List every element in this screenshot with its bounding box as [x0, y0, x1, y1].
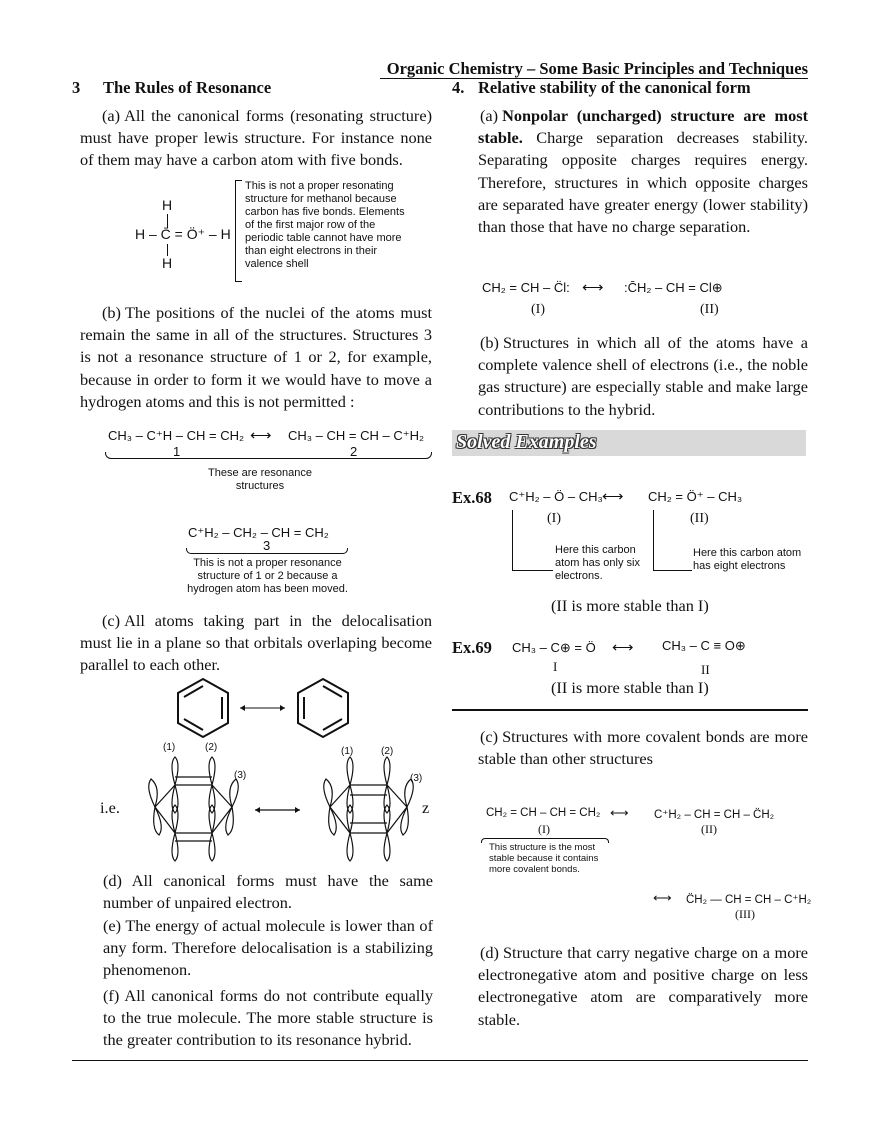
orbital-label: (3)	[234, 770, 247, 781]
ex68-result: (II is more stable than I)	[551, 596, 709, 615]
vinyl-chloride-structure-1: CH₂ = CH – C̈l:	[482, 280, 570, 295]
vinyl-chloride-structure-2: :C̄H₂ – CH = Cl⊕	[624, 280, 723, 295]
paragraph-f: (f) All canonical forms do not contribute equally to the true molecule. The more stable structure is the greater contribution to its resonance hybrid.	[103, 986, 433, 1050]
paragraph-e: (e) The energy of actual molecule is lower than of any form. Therefore delocalisation is a stabilizing phenomenon.	[103, 916, 433, 980]
ex69-structure-2: CH₃ – C ≡ O⊕	[662, 638, 746, 653]
label-I: (I)	[531, 302, 545, 317]
ex69-structure-1: CH₃ – C⊕ = Ö	[512, 640, 596, 655]
section-number: 3	[72, 78, 81, 97]
label-II: II	[701, 662, 710, 677]
ex68-note-2: Here this carbon atom has eight electrons	[693, 547, 802, 572]
paragraph-c-right: (c) Structures with more covalent bonds are more stable than other structures	[478, 727, 808, 769]
example-69-label: Ex.69	[452, 638, 492, 657]
butadiene-structure-3: C̈H₂ — CH = CH – C⁺H₂	[686, 894, 812, 906]
section-title: The Rules of Resonance	[103, 78, 272, 97]
resonance-arrow: ⟷	[582, 279, 604, 296]
ex69-result: (II is more stable than I)	[551, 678, 709, 697]
paragraph-a: (a) All the canonical forms (resonating structure) must have proper lewis structure. For instance none of them may have a carbon atom with five bonds.	[80, 106, 432, 170]
paragraph-d-right: (d) Structure that carry negative charge on a more electronegative atom and positive charge on less electronegative atom are comparatively more stable.	[478, 943, 808, 1029]
brace	[186, 548, 348, 554]
resonance-note: These are resonance structures	[208, 467, 312, 492]
label-2: 2	[350, 444, 358, 459]
pointer-line	[653, 510, 692, 571]
section-title: Relative stability of the canonical form	[478, 78, 751, 97]
paragraph-b: (b) The positions of the nuclei of the atoms must remain the same in all of the structures. Structures 3 is not a resonance structure of 1 or 2, for example, because in order to form it we would have to move a hydrogen atoms and this is not permitted :	[80, 303, 432, 411]
label-III: (III)	[735, 907, 755, 921]
atom-h: H	[162, 197, 173, 213]
label-II: (II)	[700, 302, 719, 317]
resonance-arrow: ⟷	[250, 427, 272, 444]
ex68-structure-2: CH₂ = Ö⁺ – CH₃	[648, 489, 743, 504]
label-3: 3	[263, 538, 271, 553]
orbital-label: (3)	[410, 773, 423, 784]
section-number: 4.	[452, 78, 465, 97]
label-I: (I)	[547, 511, 561, 526]
label-I: I	[553, 659, 558, 674]
brace	[105, 452, 432, 459]
structure-3-note: This is not a proper resonance structure of 1 or 2 because a hydrogen atom has been moved.	[187, 557, 348, 595]
resonance-arrow: ⟷	[610, 805, 629, 820]
orbital-label: (2)	[381, 746, 394, 757]
structure-1: CH₃ – C⁺H – CH = CH₂	[108, 428, 245, 443]
benzene-ring-1	[178, 679, 228, 737]
structure-2: CH₃ – CH = CH – C⁺H₂	[288, 428, 425, 443]
brace	[235, 180, 242, 282]
structure-3: C⁺H₂ – CH₂ – CH = CH₂	[188, 525, 329, 540]
footer-rule	[72, 1060, 808, 1061]
example-68-label: Ex.68	[452, 488, 492, 507]
methanol-note: This is not a proper resonating structure for methanol because carbon has five bonds. Elements of the first major row of the periodic table cannot have more than eight electrons in their valence shell	[245, 180, 405, 270]
ie-label: i.e.	[100, 798, 120, 817]
ex68-note-1: Here this carbon atom has only six electrons.	[555, 544, 640, 582]
methanol-structure: H – C̄ = Ö⁺ – H	[135, 226, 231, 242]
paragraph-d: (d) All canonical forms must have the same number of unpaired electron.	[103, 871, 433, 913]
orbital-label: (1)	[163, 742, 176, 753]
paragraph-c: (c) All atoms taking part in the delocalisation must lie in a plane so that orbitals overlaping become parallel to each other.	[80, 611, 432, 675]
solved-examples-banner	[452, 430, 806, 456]
butadiene-structure-1: CH₂ = CH – CH = CH₂	[486, 807, 601, 819]
resonance-arrow: ⟷	[612, 639, 634, 656]
ex68-structure-1: C⁺H₂ – Ö – CH₃	[509, 489, 603, 504]
label-II: (II)	[701, 822, 717, 836]
paragraph-a-right: (a) Nonpolar (uncharged) structure are most stable. Charge separation decreases stability. Separating opposite charges requires energy. Therefore, structures in which opposite charges are separated have greater energy (lower stability) than those that have no charge separation.	[478, 106, 808, 237]
resonance-arrow: ⟷	[653, 890, 672, 905]
butadiene-structure-2: C⁺H₂ – CH = CH – C̈H₂	[654, 809, 775, 821]
orbital-label: (2)	[205, 742, 218, 753]
benzene-ring-2	[298, 679, 348, 737]
p-orbital-diagram	[140, 755, 430, 867]
atom-h: H	[162, 255, 173, 271]
benzene-resonance	[170, 676, 360, 742]
divider	[452, 709, 808, 711]
label-I: (I)	[538, 822, 550, 836]
label-II: (II)	[690, 511, 709, 526]
resonance-arrow: ⟷	[602, 488, 624, 505]
pointer-line	[512, 510, 553, 571]
z-label: z	[422, 798, 430, 817]
orbital-label: (1)	[341, 746, 354, 757]
running-header: Organic Chemistry – Some Basic Principles and Techniques	[386, 59, 808, 78]
banner-title: Solved Examples	[456, 431, 597, 453]
label-1: 1	[173, 444, 181, 459]
paragraph-b-right: (b) Structures in which all of the atoms have a complete valence shell of electrons (i.e., the noble gas structure) are especially stable and make large contributions to the hybrid.	[478, 333, 808, 419]
butadiene-note: This structure is the most stable because it contains more covalent bonds.	[489, 842, 599, 875]
